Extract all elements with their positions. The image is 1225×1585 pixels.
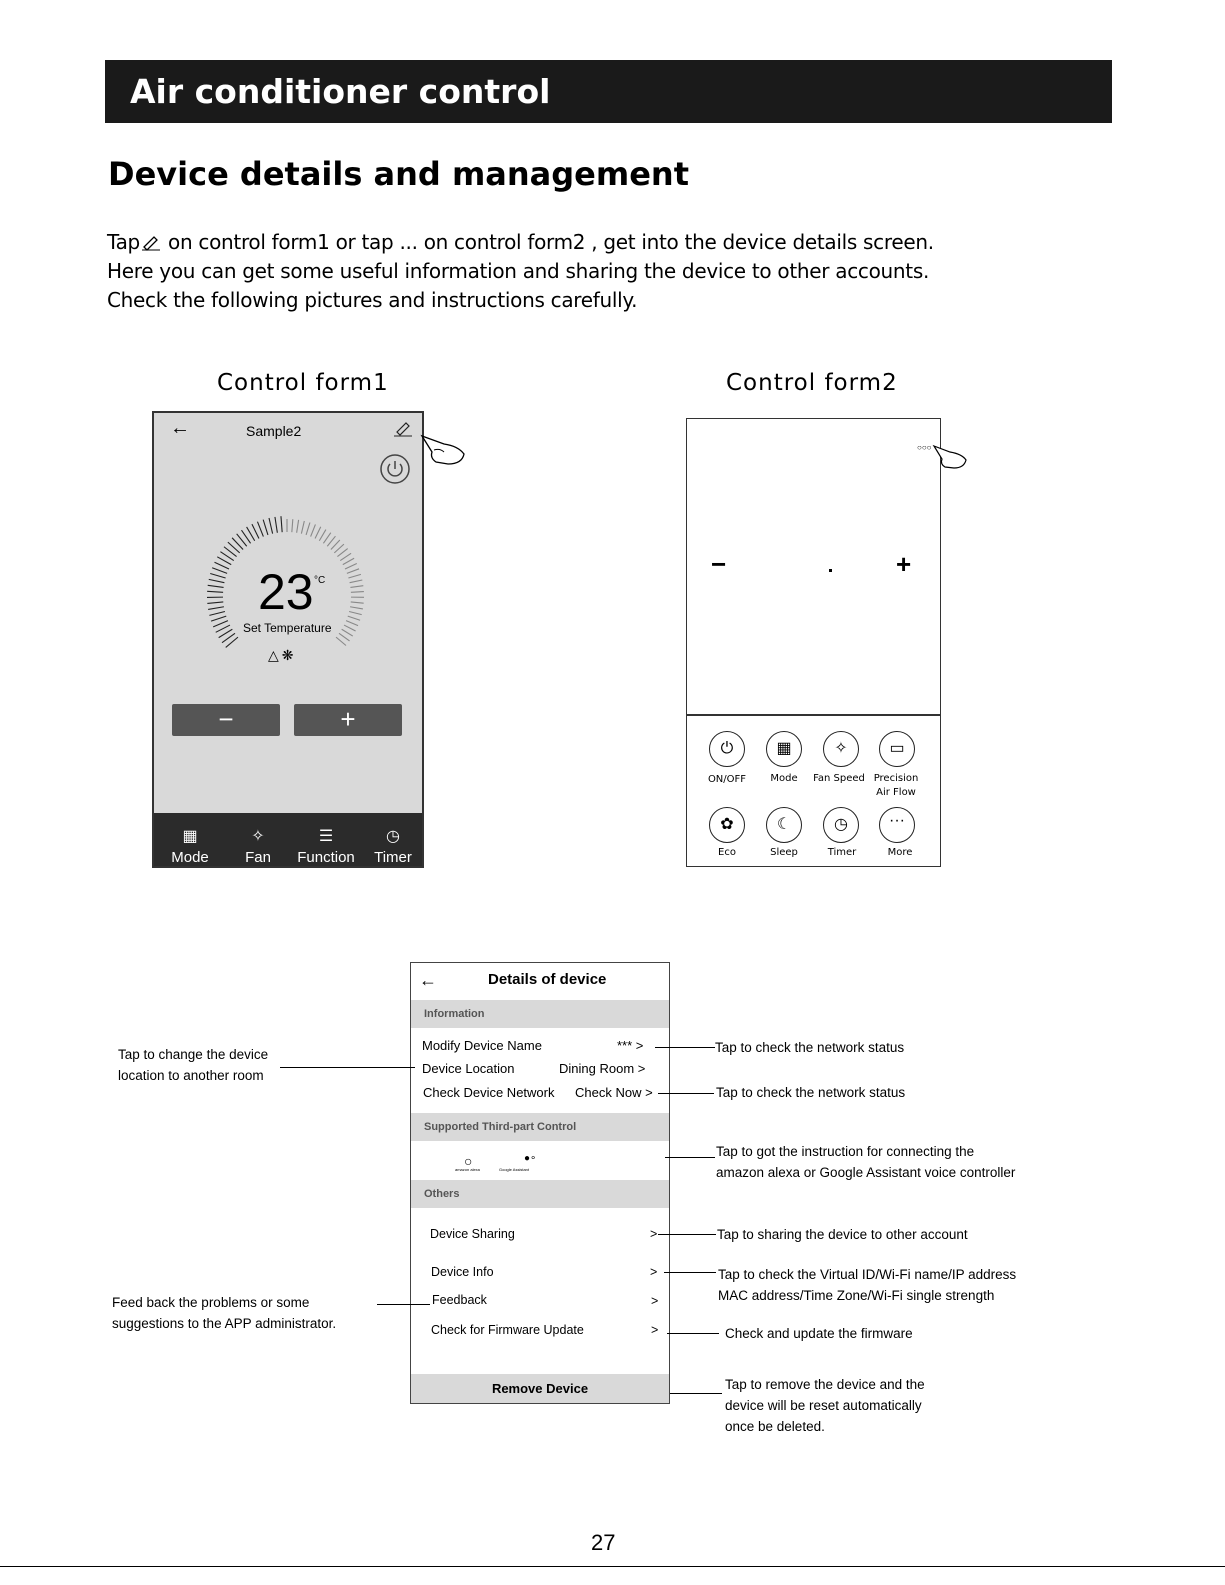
timer-icon[interactable]: ◷: [823, 807, 859, 843]
dial-tick: [347, 569, 359, 574]
pencil-icon: [140, 232, 162, 256]
device-sharing[interactable]: Device Sharing: [430, 1227, 515, 1241]
nav-mode[interactable]: ▦ Mode: [162, 825, 218, 866]
label-sleep: Sleep: [770, 847, 798, 858]
more-icon[interactable]: ···: [879, 807, 915, 843]
mode-icon[interactable]: ▦: [766, 731, 802, 767]
device-name: Sample2: [246, 423, 302, 439]
check-now[interactable]: Check Now >: [575, 1085, 653, 1100]
google-label: Google Assistant: [499, 1167, 530, 1172]
label-fan-speed: Fan Speed: [813, 773, 865, 784]
label-air-flow: Air Flow: [876, 787, 916, 798]
dial-tick: [208, 585, 224, 587]
device-info-arrow[interactable]: >: [650, 1265, 658, 1279]
dial-tick: [350, 607, 363, 609]
note-network-1: Tap to check the network status: [715, 1040, 905, 1055]
dial-tick: [210, 574, 225, 578]
intro-rest: on control form1 or tap ... on control form2 , get into the device details screen.: [161, 230, 934, 254]
modify-device-name-value[interactable]: *** >: [617, 1038, 644, 1053]
label-timer: Timer: [827, 847, 857, 858]
dial-tick: [209, 579, 225, 582]
page-number: 27: [591, 1530, 616, 1555]
intro-line-1: [107, 230, 934, 256]
dial-tick: [336, 637, 346, 645]
connector-line: [280, 1067, 415, 1068]
dial-tick: [351, 602, 364, 603]
connector-line: [655, 1047, 715, 1048]
pointing-hand-icon: [420, 432, 468, 471]
dial-tick: [337, 549, 347, 557]
dot: [829, 569, 832, 572]
google-assistant-icon[interactable]: ●∘: [524, 1153, 537, 1164]
airflow-icon[interactable]: ▭: [879, 731, 915, 767]
note-location: Tap to change the device location to another room: [118, 1047, 269, 1083]
label-precision: Precision: [873, 773, 919, 784]
power-icon[interactable]: [379, 453, 411, 490]
note-device-info: Tap to check the Virtual ID/Wi-Fi name/IP address MAC address/Time Zone/Wi-Fi single strength: [718, 1267, 1017, 1303]
menu-icon: ☰: [318, 828, 334, 845]
dial-tick: [344, 625, 356, 631]
dial-tick: [323, 533, 330, 544]
dial-tick: [350, 586, 363, 588]
mode-icon: ▦: [182, 828, 198, 845]
dial-tick: [327, 536, 335, 546]
dial-tick: [339, 633, 350, 641]
firmware-update[interactable]: Check for Firmware Update: [431, 1323, 584, 1337]
note-feedback: Feed back the problems or some suggestions to the APP administrator.: [112, 1295, 337, 1331]
dial-tick: [257, 522, 263, 537]
dial-tick: [213, 621, 228, 627]
dial-tick: [306, 522, 310, 534]
section-third-party: Supported Third-part Control: [411, 1113, 669, 1141]
dial-tick: [343, 558, 354, 564]
connector-line: [670, 1393, 722, 1394]
minus-button[interactable]: −: [172, 704, 280, 736]
back-arrow-icon[interactable]: ←: [419, 970, 437, 990]
alexa-icon[interactable]: ○: [464, 1153, 473, 1169]
label-more: More: [887, 847, 913, 858]
modify-device-name[interactable]: Modify Device Name: [422, 1038, 542, 1053]
dial-tick: [301, 521, 304, 534]
pointing-hand-icon: [932, 442, 970, 475]
dial-tick: [334, 544, 344, 553]
connector-line: [665, 1157, 715, 1158]
note-firmware: Check and update the firmware: [725, 1326, 913, 1341]
dial-tick: [319, 530, 326, 541]
note-third-party: Tap to got the instruction for connecting the amazon alexa or Google Assistant voice controller: [716, 1144, 1016, 1180]
dial-tick: [342, 629, 353, 636]
dial-tick: [349, 611, 362, 614]
form2-caption: Control form2: [726, 370, 898, 396]
divider: [687, 714, 940, 716]
connector-line: [658, 1234, 716, 1235]
intro-line-3: Check the following pictures and instructions carefully.: [107, 288, 638, 312]
firmware-update-arrow[interactable]: >: [651, 1323, 659, 1337]
dial-tick: [263, 520, 268, 535]
dial-tick: [346, 621, 358, 626]
leaf-icon[interactable]: ✿: [709, 807, 745, 843]
dial-tick: [351, 592, 364, 593]
details-title: Details of device: [488, 971, 607, 988]
title-banner: [105, 60, 1112, 123]
remove-device-button[interactable]: Remove Device: [411, 1374, 669, 1403]
dial-tick: [211, 616, 226, 621]
intro-tap: Tap: [107, 230, 140, 254]
control-form1: [152, 411, 424, 868]
plus-button[interactable]: +: [896, 549, 912, 579]
device-location[interactable]: Device Location: [422, 1061, 515, 1076]
dial-tick: [207, 602, 223, 603]
dial-tick: [297, 520, 299, 533]
dial-tick: [315, 527, 321, 539]
dial-tick: [281, 516, 282, 532]
connector-line: [667, 1333, 719, 1334]
more-dots-icon[interactable]: ○○○: [917, 443, 932, 452]
dial-tick: [340, 553, 351, 560]
minus-button[interactable]: −: [711, 549, 727, 579]
pencil-icon[interactable]: [392, 418, 414, 443]
dial-tick: [212, 568, 227, 574]
note-sharing: Tap to sharing the device to other account: [717, 1227, 968, 1242]
dial-tick: [214, 562, 229, 569]
device-sharing-arrow[interactable]: >: [650, 1227, 658, 1241]
details-screen: [410, 962, 670, 1404]
clock-icon: ◷: [386, 828, 400, 845]
page-bottom-rule: [0, 1566, 1225, 1567]
nav-function[interactable]: ☰ Function: [293, 825, 359, 866]
connector-line: [658, 1093, 714, 1094]
dial-tick: [216, 625, 230, 632]
status-icons: △❋: [268, 647, 297, 663]
section-information: Information: [411, 1000, 669, 1028]
note-remove: Tap to remove the device and the device will be reset automatically once be deleted.: [725, 1377, 925, 1434]
dial-tick: [269, 518, 273, 534]
dial-tick: [252, 524, 259, 538]
fan-icon: ✧: [251, 828, 265, 845]
temperature-unit: °C: [314, 575, 326, 586]
control-form2: [686, 418, 941, 867]
note-network-2: Tap to check the network status: [716, 1085, 906, 1100]
dial-tick: [345, 563, 357, 568]
check-device-network[interactable]: Check Device Network: [423, 1085, 555, 1100]
dial-tick: [311, 524, 316, 536]
bottom-nav: [154, 813, 422, 866]
dial-tick: [209, 611, 225, 615]
connector-line: [377, 1304, 430, 1305]
nav-fan[interactable]: ✧ Fan: [228, 825, 288, 866]
plus-button[interactable]: +: [294, 704, 402, 736]
alexa-label: amazon alexa: [455, 1167, 480, 1172]
label-mode: Mode: [770, 773, 798, 784]
dial-tick: [348, 574, 360, 578]
label-eco: Eco: [718, 847, 736, 858]
dial-tick: [292, 519, 293, 532]
nav-timer[interactable]: ◷ Timer: [366, 825, 420, 866]
section-title: Device details and management: [108, 155, 689, 193]
back-arrow-icon[interactable]: ←: [170, 417, 190, 439]
dial-tick: [350, 580, 363, 583]
dial-tick: [331, 540, 340, 549]
banner-title: Air conditioner control: [130, 72, 551, 111]
intro-line-2: Here you can get some useful information and sharing the device to other accounts.: [107, 259, 930, 283]
power-icon[interactable]: ⏻: [709, 731, 745, 767]
feedback[interactable]: Feedback: [432, 1293, 487, 1307]
temperature-value: 23: [258, 564, 314, 620]
feedback-arrow[interactable]: >: [651, 1294, 659, 1308]
fan-icon[interactable]: ✧: [823, 731, 859, 767]
section-others: Others: [411, 1180, 669, 1208]
dial-tick: [208, 607, 224, 610]
dial-tick: [207, 591, 223, 592]
dial-tick: [275, 517, 277, 533]
device-location-value[interactable]: Dining Room >: [559, 1061, 646, 1076]
device-info[interactable]: Device Info: [431, 1265, 494, 1279]
label-onoff: ON/OFF: [707, 774, 747, 785]
moon-icon[interactable]: ☾: [766, 807, 802, 843]
set-temperature-label: Set Temperature: [243, 621, 332, 635]
connector-line: [664, 1272, 716, 1273]
form1-caption: Control form1: [217, 370, 389, 396]
dial-tick: [348, 616, 360, 620]
